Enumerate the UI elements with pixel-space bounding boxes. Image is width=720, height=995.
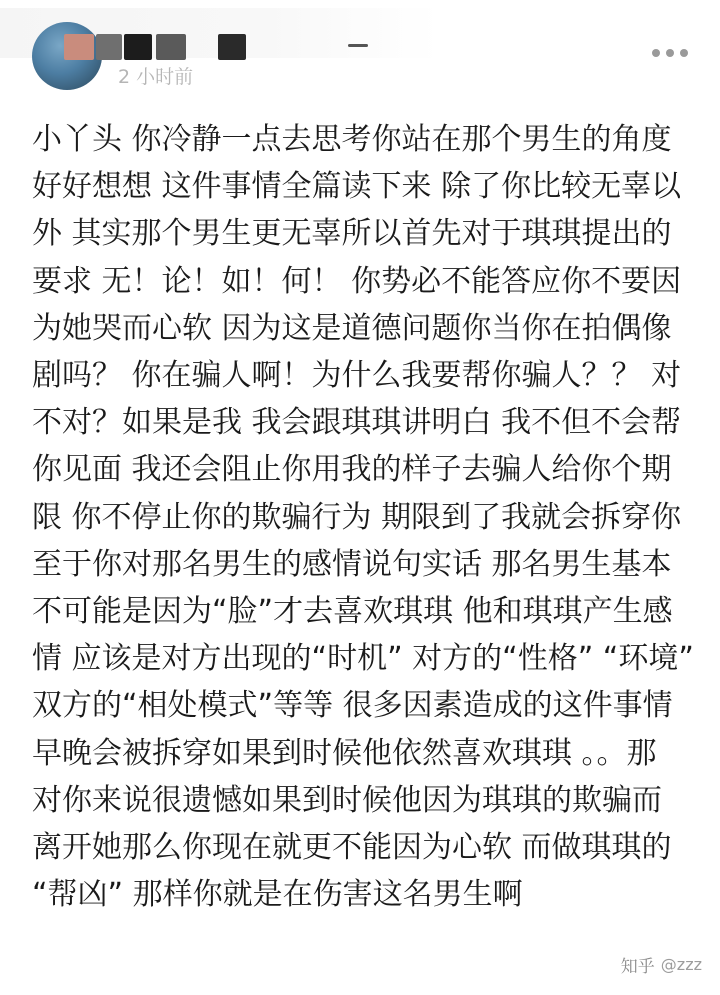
dot: [666, 49, 674, 57]
dot: [680, 49, 688, 57]
comment-timestamp: 2 小时前: [118, 66, 194, 88]
censored-block: [218, 34, 246, 60]
watermark: [621, 952, 702, 977]
censored-block: [124, 34, 152, 60]
comment-body: 小丫头 你冷静一点去思考你站在那个男生的角度 好好想想 这件事情全篇读下来 除了你比较无辜以 外 其实那个男生更无辜所以首先对于琪琪提出的 要求 无！论！如！何！ 你势必不能答应你不要因 为她哭而心软 因为这是道德问题你当你在拍偶像 剧吗？ 你在骗人啊！为什么我要帮你骗人？？ 对 不对？如果是我 我会跟琪琪讲明白 我不但不会帮 你见面 我还会阻止你用我的样子去骗人给你个期 限 你不停止你的欺骗行为 期限到了我就会拆穿你 至于你对那名男生的感情说句实话 那名男生基本 不可能是因为“脸”才去喜欢琪琪 他和琪琪产生感 情 应该是对方出现的“时机” 对方的“性格” “环境” 双方的“相处模式”等等 很多因素造成的这件事情 早晚会被拆穿如果到时候他依然喜欢琪琪 。。那 对你来说很遗憾如果到时候他因为琪琪的欺骗而 离开她那么你现在就更不能因为心软 而做琪琪的 “帮凶” 那样你就是在伤害这名男生啊: [32, 122, 694, 913]
censored-block: [156, 34, 186, 60]
censored-block: [96, 34, 122, 60]
watermark-brand: 知乎: [620, 957, 655, 977]
censored-block: [64, 34, 94, 60]
comment-header: [0, 0, 720, 100]
censored-block: [348, 44, 368, 47]
watermark-user: @zzz: [660, 955, 702, 974]
dot: [652, 49, 660, 57]
more-dots-icon[interactable]: [652, 46, 692, 60]
